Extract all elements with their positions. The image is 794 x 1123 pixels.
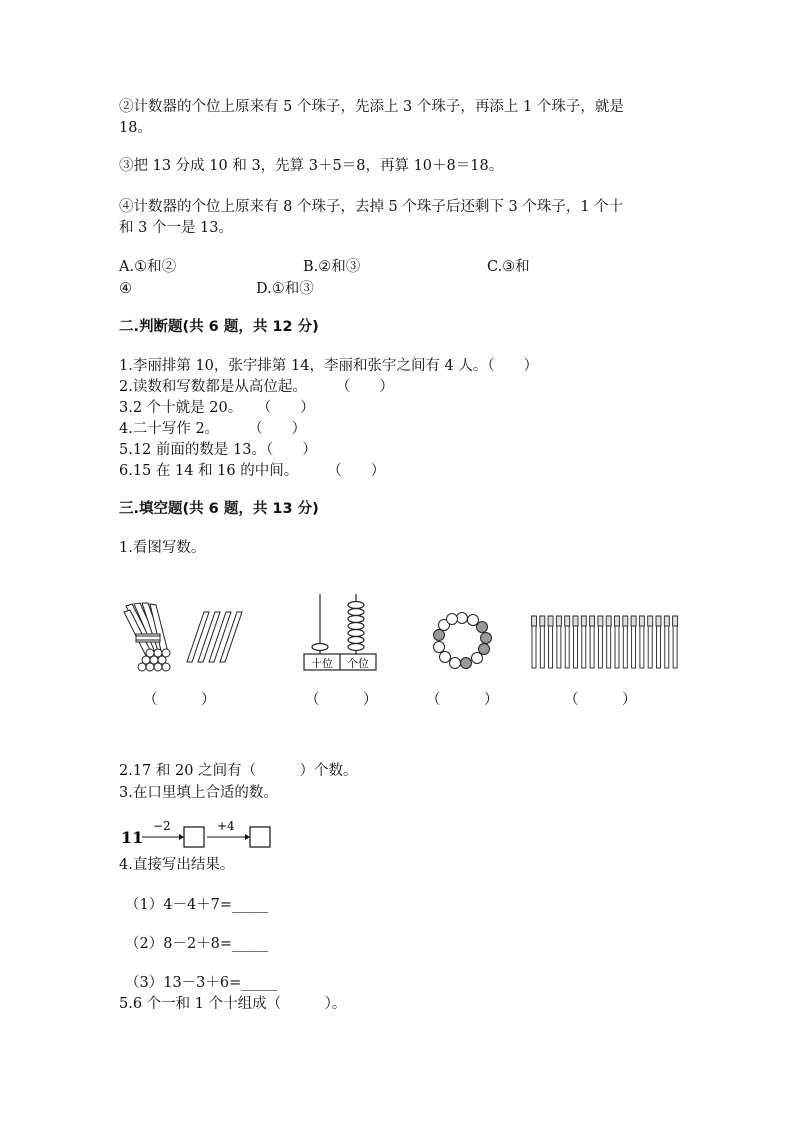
stick-cap <box>656 616 661 626</box>
bead-ring-figure <box>432 612 492 672</box>
judge-item-1: 1.李丽排第 10，张宇排第 14，李丽和张宇之间有 4 人。（ ） <box>119 358 539 374</box>
abacus-figure <box>300 592 380 672</box>
option-3: ③把 13 分成 10 和 3，先算 3＋5＝8，再算 10＋8＝18。 <box>119 158 504 174</box>
stick-cap <box>573 616 578 626</box>
choice-c: C.③和 <box>487 259 530 275</box>
chain-op-2: +4 <box>217 819 235 833</box>
tens-bead <box>312 644 328 651</box>
judge-item-4: 4.二十写作 2。 （ ） <box>119 421 307 437</box>
stick-bundle-figure <box>120 602 250 672</box>
stick-cap <box>623 616 628 626</box>
judge-item-2: 2.读数和写数都是从高位起。 （ ） <box>119 379 394 395</box>
stick-cap <box>648 616 653 626</box>
answer-blank-2[interactable]: （ ） <box>305 692 378 708</box>
choice-b: B.②和③ <box>303 259 361 275</box>
fill-q5: 5.6 个一和 1 个十组成（ ）。 <box>119 996 347 1012</box>
stick-cap <box>615 616 620 626</box>
chain-box-2[interactable] <box>250 827 270 847</box>
calc-item-2: （2）8－2＋8=_____ <box>125 936 269 952</box>
stick-cap <box>639 616 644 626</box>
judge-item-3: 3.2 个十就是 20。 （ ） <box>119 400 315 416</box>
option-4-line-2: 和 3 个一是 13。 <box>119 220 234 236</box>
stick-cap <box>590 616 595 626</box>
stick-cap <box>540 616 545 626</box>
fill-q3: 3.在口里填上合适的数。 <box>119 785 278 801</box>
chain-op-1: −2 <box>153 819 171 833</box>
chain-box-1[interactable] <box>184 827 204 847</box>
calc-item-1: （1）4－4＋7=_____ <box>125 897 269 913</box>
abacus-ones-label: 个位 <box>347 657 369 670</box>
stick-cap <box>606 616 611 626</box>
judge-item-6: 6.15 在 14 和 16 的中间。 （ ） <box>119 463 386 479</box>
abacus-tens-label: 十位 <box>311 657 333 670</box>
stick-cap <box>532 616 537 626</box>
section-2-title: 二.判断题(共 6 题，共 12 分) <box>119 319 319 335</box>
answer-blank-1[interactable]: （ ） <box>143 692 216 708</box>
fill-q1: 1.看图写数。 <box>119 540 206 556</box>
choice-d: D.①和③ <box>256 281 314 297</box>
section-3-title: 三.填空题(共 6 题，共 13 分) <box>119 501 319 517</box>
stick-cap <box>631 616 636 626</box>
option-2-line-1: ②计数器的个位上原来有 5 个珠子，先添上 3 个珠子，再添上 1 个珠子，就是 <box>119 99 624 115</box>
stick-cap <box>673 616 678 626</box>
choice-c-continued: ④ <box>119 281 132 297</box>
choice-a: A.①和② <box>119 259 177 275</box>
option-4-line-1: ④计数器的个位上原来有 8 个珠子，去掉 5 个珠子后还剩下 3 个珠子，1 个十 <box>119 199 624 215</box>
answer-blank-4[interactable]: （ ） <box>564 692 637 708</box>
fill-q4: 4.直接写出结果。 <box>119 857 235 873</box>
stick-cap <box>556 616 561 626</box>
calc-item-3: （3）13－3＋6=_____ <box>125 975 278 991</box>
bundle-of-ten-sticks <box>124 603 170 671</box>
four-single-sticks <box>187 612 242 662</box>
stick-cap <box>598 616 603 626</box>
stick-cap <box>581 616 586 626</box>
stick-cap <box>565 616 570 626</box>
option-2-line-2: 18。 <box>119 120 152 136</box>
chain-start-number: 11 <box>121 828 144 847</box>
stick-cap <box>664 616 669 626</box>
stick-cap <box>548 616 553 626</box>
stick-row-figure <box>528 612 684 672</box>
answer-blank-3[interactable]: （ ） <box>426 692 499 708</box>
fill-q2: 2.17 和 20 之间有（ ）个数。 <box>119 763 358 779</box>
judge-item-5: 5.12 前面的数是 13。（ ） <box>119 442 317 458</box>
number-chain <box>119 814 279 854</box>
